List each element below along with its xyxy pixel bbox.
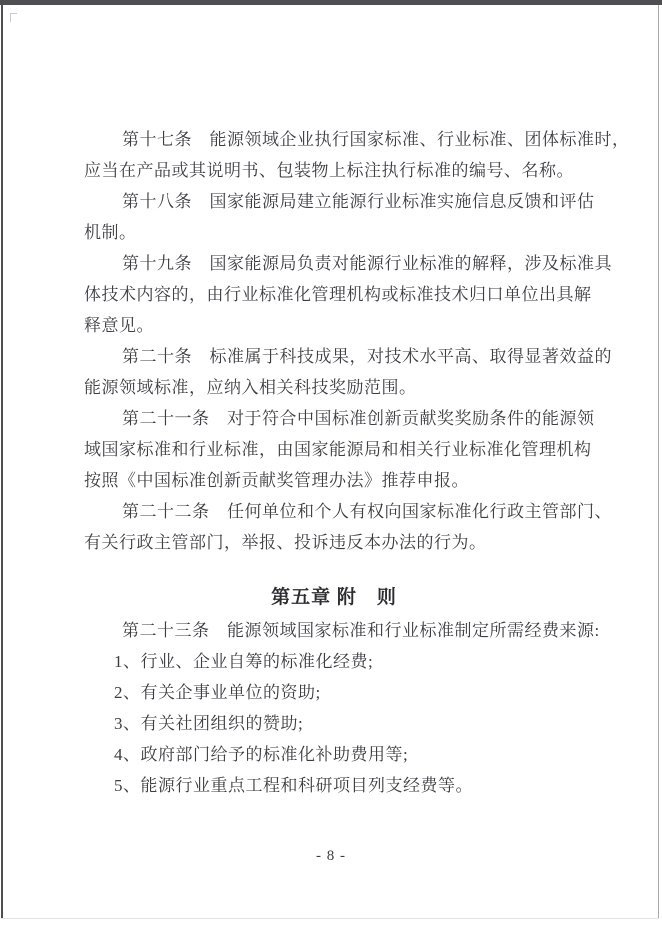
text-line-article-22: 第二十二条 任何单位和个人有权向国家标准化行政主管部门、	[122, 502, 612, 521]
text-line: 能源领域标准，应纳入相关科技奖励范围。	[84, 378, 417, 397]
text-line: 释意见。	[84, 316, 154, 335]
scan-artifact-mark	[10, 13, 17, 22]
scan-top-edge	[0, 0, 662, 5]
page-number: - 8 -	[316, 848, 346, 864]
text-line: 体技术内容的，由行业标准化管理机构或标准技术归口单位出具解	[84, 285, 592, 304]
text-line-article-17: 第十七条 能源领域企业执行国家标准、行业标准、团体标准时，	[122, 130, 630, 149]
text-line-article-21: 第二十一条 对于符合中国标准创新贡献奖奖励条件的能源领	[122, 409, 595, 428]
list-item: 4、政府部门给予的标准化补助费用等;	[114, 745, 409, 764]
text-line: 应当在产品或其说明书、包装物上标注执行标准的编号、名称。	[84, 161, 574, 180]
text-line: 域国家标准和行业标准，由国家能源局和相关行业标准化管理机构	[84, 440, 592, 459]
page-right-border	[658, 5, 659, 918]
text-line-article-18: 第十八条 国家能源局建立能源行业标准实施信息反馈和评估	[122, 192, 595, 211]
page-bottom-border	[1, 918, 659, 919]
scan-left-edge	[1, 0, 3, 918]
text-line-article-20: 第二十条 标准属于科技成果，对技术水平高、取得显著效益的	[122, 347, 612, 366]
chapter-heading: 第五章 附 则	[271, 587, 397, 608]
document-content	[84, 124, 630, 801]
list-item: 5、能源行业重点工程和科研项目列支经费等。	[114, 776, 473, 795]
list-item: 2、有关企事业单位的资助;	[114, 683, 321, 702]
text-line-article-19: 第十九条 国家能源局负责对能源行业标准的解释，涉及标准具	[122, 254, 612, 273]
list-item: 3、有关社团组织的赞助;	[114, 714, 304, 733]
list-item: 1、行业、企业自筹的标准化经费;	[114, 652, 374, 671]
text-line-article-23: 第二十三条 能源领域国家标准和行业标准制定所需经费来源:	[122, 621, 600, 640]
text-line: 有关行政主管部门，举报、投诉违反本办法的行为。	[84, 533, 487, 552]
text-line: 机制。	[84, 223, 137, 242]
text-line: 按照《中国标准创新贡献奖管理办法》推荐申报。	[84, 471, 469, 490]
